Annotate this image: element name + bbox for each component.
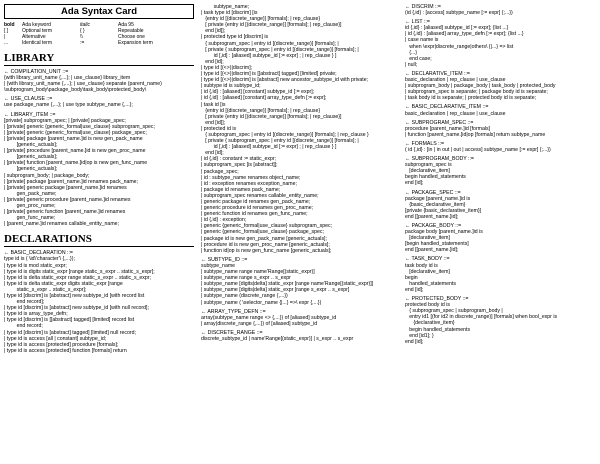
syntax-line: array(subtype_name range <> {,...}) of [aliased] subtype_id: [201, 314, 337, 321]
syntax-line: [private {basic_declarative_item}]: [405, 207, 482, 214]
syntax-line: package body [parent_name.]id is: [405, 229, 483, 236]
legend-desc: Identical term: [22, 40, 53, 46]
legend: [4, 22, 194, 46]
syntax-line: subtype_name: [201, 262, 236, 269]
syntax-line: [generic_actuals];: [16, 166, 58, 173]
syntax-line: subprogram_spec is: [405, 162, 452, 169]
syntax-line: | subprogram_spec renames callable_entity_name;: [201, 192, 319, 199]
syntax-line: | package id renames pack_name;: [201, 186, 281, 193]
syntax-line: end [[parent_name.]id];: [405, 213, 459, 220]
legend-desc: Ada 95: [118, 22, 134, 28]
syntax-line: end record;: [16, 323, 43, 330]
syntax-line: [begin handled_statements]: [405, 241, 469, 248]
legend-sym: [ ]: [4, 28, 9, 34]
syntax-line: {entry id [(discrete_range)] [formals]; | rep_clause}: [205, 107, 321, 114]
syntax-line: | type id [(<>)|discrim] is [[abstract] tagged] [limited] private;: [201, 71, 337, 78]
syntax-line: begin: [405, 274, 418, 281]
syntax-line: | type id is mod static_expr;: [4, 262, 67, 269]
legend-sym: { }: [80, 28, 85, 34]
rule-heading: ← USE_CLAUSE ::=: [4, 96, 53, 103]
syntax-line: | package id is new gen_pack_name [generic_actuals];: [201, 235, 327, 242]
syntax-line: end [id];: [405, 180, 424, 187]
syntax-line: | subtype_name range name'Range[(static_expr)]: [201, 269, 315, 276]
syntax-line: | type id is delta static_expr digits static_expr [range: [4, 280, 123, 287]
syntax-line: | [private] generic function [parent_name.]id renames: [4, 209, 126, 216]
syntax-line: [declarative_item]: [409, 168, 450, 175]
syntax-line: procedure [parent_name.]id [formals]: [405, 125, 491, 132]
rule-heading: ← LIBRARY_ITEM ::=: [4, 111, 56, 118]
syntax-line: end [[parent_name.]id];: [405, 247, 459, 254]
syntax-line: | task id [is: [201, 101, 226, 108]
syntax-line: | id : exception renames exception_name;: [201, 180, 297, 187]
syntax-line: | subprogram_body | package_body | task_body | protected_body: [405, 83, 556, 90]
rule-heading: ← LIST ::=: [405, 19, 430, 26]
syntax-line: | [private] procedure [parent_name.]id is new gen_proc_name: [4, 148, 146, 155]
syntax-line: end [id];: [405, 338, 424, 345]
legend-desc: Optional term: [22, 28, 53, 34]
syntax-line: | subprogram_spec is separate; | package body id is separate;: [405, 89, 548, 96]
rule-heading: ← TASK_BODY ::=: [405, 256, 450, 263]
syntax-line: | id {,id} : exception;: [201, 217, 247, 224]
syntax-line: \subprogram_body\package_body\task_body\protected_body\: [4, 87, 147, 94]
rule-heading: ← FORMALS ::=: [405, 140, 445, 147]
syntax-line: type id is ( \id\'character'\ {,...});: [4, 256, 75, 263]
syntax-line: entry id1 [(for id2 in discrete_range)] [formals] when bool_expr is: [409, 314, 558, 321]
rule-heading: ← PACKAGE_SPEC ::=: [405, 189, 461, 196]
syntax-line: subtype_name;: [213, 4, 250, 10]
syntax-line: | id : subtype_name renames object_name;: [201, 174, 301, 181]
syntax-line: static_s_expr .. static_s_expr];: [16, 286, 87, 293]
syntax-line: | subprogram_body; | package_body;: [4, 172, 90, 179]
syntax-line: | subprogram_spec [is [abstract]];: [201, 162, 278, 169]
card-title: Ada Syntax Card: [4, 4, 194, 19]
syntax-line: | [private] generic procedure [parent_name.]id renames: [4, 196, 131, 203]
rule-heading: ← ARRAY_TYPE_DEFN ::=: [201, 308, 266, 315]
syntax-line: | id {,id} : [aliased] [constant] array_type_defn [:= expr];: [201, 95, 327, 102]
syntax-line: | generic {generic_formal|use_clause} subprogram_spec;: [201, 223, 333, 230]
rule-heading: ← DISCRETE_RANGE ::=: [201, 329, 263, 336]
syntax-line: { subprogram_spec | subprogram_body |: [409, 308, 503, 315]
library-rules: [4, 69, 194, 227]
syntax-line: id [,id] : [aliased] subtype_id [:= expr] ; | rep_clause } ]: [213, 52, 337, 59]
syntax-line: [ private {entry id [(discrete_range)] [formals]; | rep_clause}]: [205, 22, 342, 29]
syntax-line: { subprogram_spec | entry id [(discrete_range)] [formals]; | rep_clause }: [205, 131, 369, 138]
legend-desc: Alternative: [22, 34, 46, 40]
syntax-line: | protected type id [discrim] is: [201, 34, 269, 41]
syntax-line: {entry id [(discrete_range)] [formals]; | rep_clause}: [205, 16, 321, 23]
rule-heading: ← SUBPROGRAM_SPEC ::=: [405, 119, 474, 126]
rule-heading: ← PROTECTED_BODY ::=: [405, 296, 469, 303]
legend-sym: italic: [80, 22, 91, 28]
syntax-line: | type id [discrim] is [[abstract] tagged] [limited] record list: [4, 317, 135, 324]
legend-desc: Expansion term: [118, 40, 153, 46]
legend-sym: bold: [4, 22, 15, 28]
syntax-line: | type id is delta static_expr range static_s_expr .. static_s_expr;: [4, 274, 151, 281]
syntax-line: begin handled_statements: [409, 326, 471, 333]
syntax-line: | generic package id renames gen_pack_name;: [201, 199, 311, 205]
section-heading-library: LIBRARY: [4, 52, 194, 66]
syntax-line: | subtype_name ( \selector_name {|...} =>\ expr {,...}): [201, 299, 322, 306]
syntax-line: begin handled_statements: [405, 174, 466, 181]
syntax-line: discrete_subtype_id | name'Range[(static_expr)] | s_expr .. s_expr: [201, 335, 354, 342]
syntax-line: end record];: [16, 299, 45, 306]
legend-desc: Repeatable: [118, 28, 144, 34]
syntax-line: protected body id is: [405, 302, 450, 309]
syntax-line: [generic_actuals];: [16, 142, 58, 149]
syntax-line: | [private] generic package [parent_name.]id renames: [4, 184, 127, 191]
syntax-line: {basic_declarative_item}: [409, 201, 466, 208]
syntax-line: | type id is digits static_expr [range static_s_expr .. static_s_expr];: [4, 268, 155, 275]
legend-desc: Ada keyword: [22, 22, 51, 28]
legend-desc: Choose one: [118, 34, 145, 40]
syntax-line: | type id [discrim] is [abstract] new subtype_id [with record list: [4, 293, 145, 299]
syntax-line: {...}: [409, 49, 417, 56]
legend-sym: |: [4, 34, 6, 40]
section-heading-declarations: DECLARATIONS: [4, 233, 194, 247]
syntax-line: handled_statements: [409, 280, 456, 287]
column-middle: [201, 4, 399, 342]
rule-heading: ← DECLARATIVE_ITEM ::=: [405, 70, 470, 77]
syntax-line: | type id [discrim] is [abstract] tagged] [limited] null record;: [4, 329, 136, 336]
syntax-line: | protected id is: [201, 125, 237, 132]
syntax-line: end [id1]; }: [409, 332, 434, 339]
syntax-line: | subtype_name [digits|delta] static_expr [range s_expr .. s_expr]: [201, 287, 350, 294]
syntax-line: | type id is access [protected] procedure [formals];: [4, 341, 119, 348]
column-left: [4, 4, 194, 354]
syntax-line: [declarative_item]: [409, 268, 450, 275]
syntax-line: | type id is array_type_defn;: [4, 311, 68, 318]
syntax-line: | array(discrete_range {,...}) of [aliased] subtype_id: [201, 320, 318, 327]
syntax-line: basic_declaration | rep_clause | use_clause: [405, 110, 506, 117]
syntax-line: | subtype_name [digits|delta] static_expr [range name'Range[(static_expr)]]: [201, 281, 374, 288]
syntax-line: end [id]];: [205, 119, 226, 126]
syntax-line: | package_spec;: [201, 168, 239, 175]
syntax-line: | {with library_unit_name {,...}; | use_clause} separate (parent_name): [4, 81, 162, 88]
syntax-line: (id {,id} : [access] subtype_name [:= expr] {;...}): [405, 10, 513, 17]
rule-heading: ← SUBTYPE_ID ::=: [201, 256, 248, 263]
legend-sym: :=: [80, 40, 85, 46]
syntax-line: gen_proc_name;: [16, 202, 56, 209]
legend-sym: ...: [4, 40, 9, 46]
syntax-line: [declarative_item]: [409, 235, 450, 242]
legend-sym: \\: [80, 34, 83, 40]
syntax-line: | id {,id} : [aliased] array_type_defn [:= expr]; {list ...}: [405, 31, 524, 38]
syntax-line: | function [parent_name.]id|op [formals] return subtype_name: [405, 131, 546, 138]
syntax-line: end [id];: [405, 286, 424, 293]
syntax-line: | type id [discrim] is [abstract] new subtype_id [with null record];: [4, 305, 149, 312]
syntax-line: | [private] package [parent_name.]id renames pack_name;: [4, 178, 138, 185]
syntax-line: | [private] package [parent_name.]id is new gen_pack_name: [4, 135, 143, 142]
column-right: [405, 4, 597, 345]
syntax-line: | [private] function [parent_name.]id|op is new gen_func_name: [4, 160, 148, 167]
syntax-line: id {,id} : [aliased] subtype_id [:= expr]; {list ...}: [405, 25, 509, 32]
syntax-line: [ private { subprogram_spec | entry id [(discrete_range)] [formals]; |: [205, 138, 359, 145]
syntax-line: basic_declaration | rep_clause | use_clause: [405, 77, 506, 84]
syntax-line: | procedure id is new gen_proc_name [generic_actuals];: [201, 241, 330, 248]
syntax-line: use package_name {,...}; | use type subtype_name {,...};: [4, 102, 133, 109]
syntax-line: | function id|op is new gen_func_name [generic_actuals];: [201, 247, 332, 254]
syntax-line: | type id [(<>)|discrim];: [201, 64, 253, 71]
syntax-line: end [id];: [205, 58, 224, 65]
syntax-line: task body id is: [405, 262, 438, 269]
rule-heading: ← BASIC_DECLARATION ::=: [4, 250, 73, 257]
syntax-line: | type id [(<>)|discrim] is [abstract] new ancestor_subtype_id with private;: [201, 77, 369, 84]
syntax-line: | [private] generic {generic_formal|use_clause} package_spec;: [4, 129, 147, 136]
syntax-line: gen_pack_name;: [16, 190, 57, 197]
syntax-line: end case;: [409, 55, 432, 62]
rule-heading: ← PACKAGE_BODY ::=: [405, 223, 462, 229]
syntax-line: | task body id is separate; | protected body id is separate;: [405, 95, 537, 102]
syntax-line: | subtype id is subtype_id;: [201, 83, 261, 90]
syntax-line: | generic {generic_formal|use_clause} package_spec;: [201, 229, 324, 236]
syntax-line: id [,id] : [aliased] subtype_id [:= expr] ; | rep_clause } ]: [213, 144, 337, 151]
syntax-line: end [id];: [205, 150, 224, 157]
syntax-line: | type id is access [all | constant] subtype_id;: [4, 335, 107, 342]
syntax-line: | subtype_name range s_expr .. s_expr: [201, 275, 291, 282]
syntax-line: {with library_unit_name {,...}; | use_clause} library_item: [4, 75, 131, 82]
syntax-line: package [parent_name.]id is: [405, 195, 471, 202]
syntax-line: [ private { subprogram_spec | entry id [(discrete_range)] [formals]; |: [205, 46, 359, 53]
syntax-line: when \expr|discrete_range|others\ {|...} => list: [409, 43, 514, 50]
syntax-line: [generic_actuals];: [16, 154, 58, 161]
syntax-line: | id {,id} : constant := static_expr;: [201, 156, 277, 163]
syntax-line: end [id]];: [205, 28, 226, 35]
syntax-line: | [private] generic {generic_formal|use_clause} subprogram_spec;: [4, 123, 155, 130]
syntax-line: | generic function id renames gen_func_name;: [201, 211, 308, 218]
syntax-line: | task type id [discrim] [is: [201, 10, 258, 17]
syntax-line: ( id {,id} : [in | in out | out | access] subtype_name [:= expr] {;...}): [405, 146, 551, 153]
syntax-line: | subtype_name (discrete_range {,...}): [201, 293, 288, 300]
syntax-line: [private] subprogram_spec; | [private] package_spec;: [4, 117, 126, 124]
syntax-line: | generic procedure id renames gen_proc_name;: [201, 205, 314, 212]
syntax-line: | id {,id} : [aliased] [constant] subtype_id [:= expr];: [201, 89, 315, 96]
syntax-line: | case name is: [405, 37, 439, 44]
rule-heading: ← SUBPROGRAM_BODY ::=: [405, 156, 474, 163]
rule-heading: ← DISCRIM ::=: [405, 4, 441, 10]
syntax-line: | type id is access [protected] function [formals] return: [4, 347, 127, 354]
syntax-line: gen_func_name;: [16, 215, 56, 222]
syntax-line: | null;: [405, 61, 418, 68]
rule-heading: ← BASIC_DECLARATIVE_ITEM ::=: [405, 104, 489, 111]
syntax-line: [ private {entry id [(discrete_range)] [formals]; | rep_clause}]: [205, 113, 342, 120]
declaration-rules: [4, 250, 194, 354]
syntax-line: {declarative_item}: [413, 320, 455, 327]
syntax-line: { subprogram_spec | entry id [(discrete_range)] [formals]; |: [205, 40, 339, 47]
rule-heading: ← COMPILATION_UNIT ::=: [4, 69, 69, 75]
syntax-line: | [parent_name.]id renames callable_entity_name;: [4, 221, 119, 228]
